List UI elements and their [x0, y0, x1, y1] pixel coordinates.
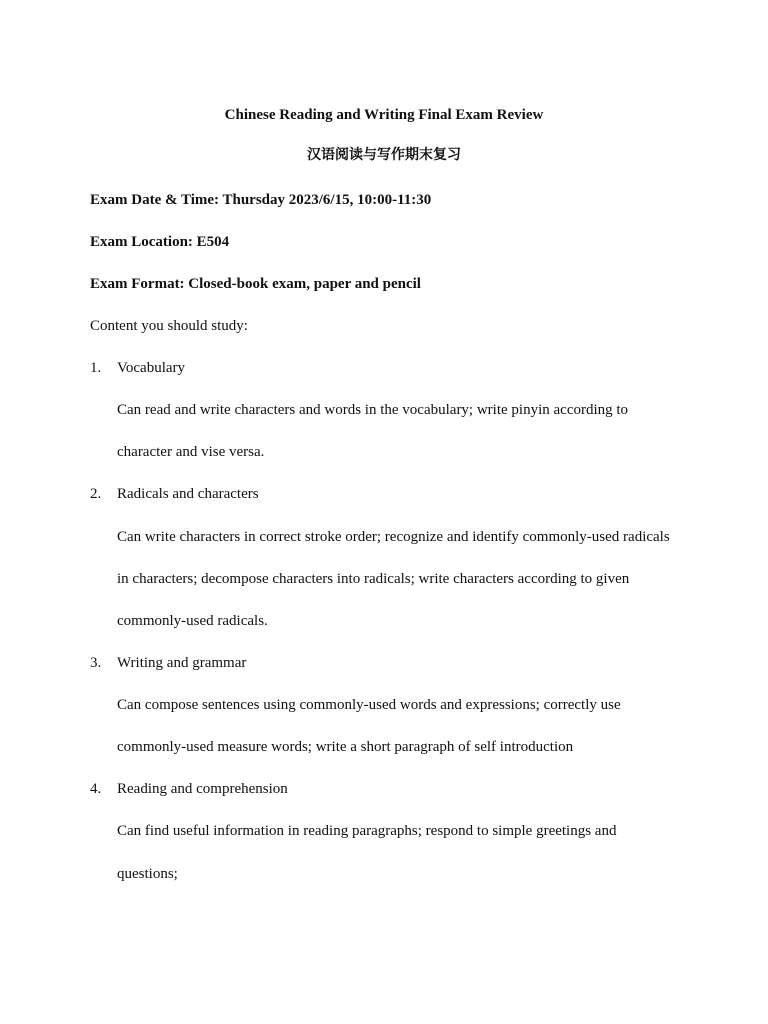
item-description-line: Can write characters in correct stroke order; recognize and identify commonly-used radicals [117, 529, 670, 545]
item-heading-writing: Writing and grammar [117, 655, 247, 671]
document-title-chinese: 汉语阅读与写作期末复习 [307, 147, 461, 163]
exam-location: Exam Location: E504 [90, 234, 230, 250]
item-description-line: commonly-used measure words; write a short paragraph of self introduction [117, 739, 574, 755]
item-description-line: in characters; decompose characters into radicals; write characters according to given [117, 571, 630, 587]
document-title-english: Chinese Reading and Writing Final Exam Review [224, 107, 544, 123]
item-heading-vocabulary: Vocabulary [117, 360, 186, 376]
item-number: 1. [90, 360, 102, 376]
item-heading-reading: Reading and comprehension [117, 781, 288, 797]
item-number: 2. [90, 486, 102, 502]
content-intro: Content you should study: [90, 318, 248, 334]
exam-date-time: Exam Date & Time: Thursday 2023/6/15, 10:00-11:30 [90, 192, 432, 208]
item-heading-radicals: Radicals and characters [117, 486, 259, 502]
item-description-line: commonly-used radicals. [117, 613, 268, 629]
item-description-line: Can compose sentences using commonly-used words and expressions; correctly use [117, 697, 621, 713]
item-description-line: Can read and write characters and words in the vocabulary; write pinyin according to [117, 402, 629, 418]
item-number: 4. [90, 781, 102, 797]
exam-format: Exam Format: Closed-book exam, paper and pencil [90, 276, 421, 292]
item-description-line: questions; [117, 866, 178, 882]
item-description-line: Can find useful information in reading paragraphs; respond to simple greetings and [117, 823, 617, 839]
item-description-line: character and vise versa. [117, 444, 265, 460]
item-number: 3. [90, 655, 102, 671]
